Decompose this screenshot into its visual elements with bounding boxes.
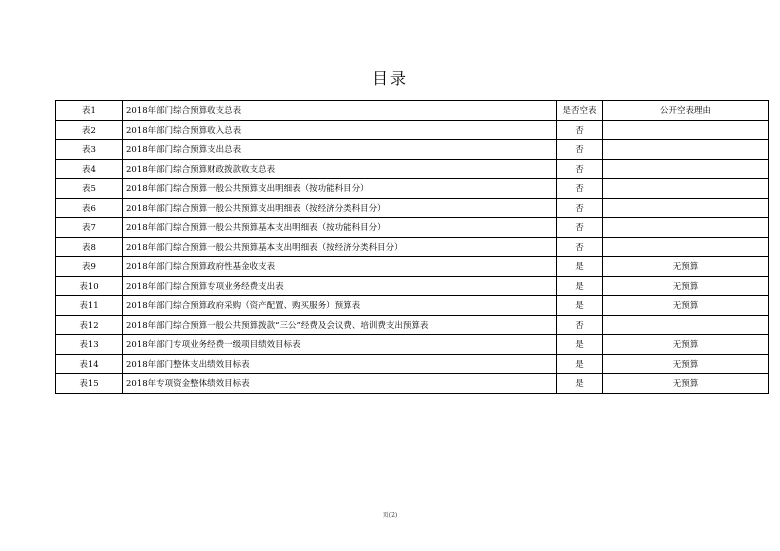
row-reason-cell: 无预算 <box>603 374 769 394</box>
row-reason-cell <box>603 315 769 335</box>
header-cell-number: 表1 <box>56 101 123 121</box>
row-name-cell: 2018年部门综合预算政府性基金收支表 <box>123 257 557 277</box>
row-reason-cell: 无预算 <box>603 296 769 316</box>
row-reason-cell: 无预算 <box>603 335 769 355</box>
row-reason-cell <box>603 140 769 160</box>
row-reason-cell <box>603 218 769 238</box>
row-number-cell: 表12 <box>56 315 123 335</box>
header-cell-reason: 公开空表理由 <box>603 101 769 121</box>
row-name-cell: 2018年部门整体支出绩效目标表 <box>123 354 557 374</box>
row-number-cell: 表4 <box>56 159 123 179</box>
row-number-cell: 表8 <box>56 237 123 257</box>
header-cell-is-empty: 是否空表 <box>557 101 603 121</box>
row-number-cell: 表14 <box>56 354 123 374</box>
row-reason-cell <box>603 198 769 218</box>
row-name-cell: 2018年部门综合预算收入总表 <box>123 120 557 140</box>
row-number-cell: 表7 <box>56 218 123 238</box>
table-row <box>56 140 769 160</box>
table-row <box>56 257 769 277</box>
row-reason-cell <box>603 179 769 199</box>
row-is-empty-cell: 是 <box>557 374 603 394</box>
row-is-empty-cell: 否 <box>557 315 603 335</box>
row-reason-cell: 无预算 <box>603 276 769 296</box>
row-number-cell: 表13 <box>56 335 123 355</box>
row-is-empty-cell: 否 <box>557 159 603 179</box>
row-name-cell: 2018年部门综合预算一般公共预算支出明细表（按功能科目分） <box>123 179 557 199</box>
row-name-cell: 2018年部门综合预算一般公共预算拨款“三公”经费及会议费、培训费支出预算表 <box>123 315 557 335</box>
row-reason-cell: 无预算 <box>603 354 769 374</box>
row-is-empty-cell: 否 <box>557 198 603 218</box>
contents-table <box>55 100 769 394</box>
row-name-cell: 2018年部门综合预算一般公共预算基本支出明细表（按经济分类科目分） <box>123 237 557 257</box>
table-row <box>56 237 769 257</box>
table-row <box>56 335 769 355</box>
row-number-cell: 表3 <box>56 140 123 160</box>
row-number-cell: 表5 <box>56 179 123 199</box>
row-is-empty-cell: 是 <box>557 276 603 296</box>
row-reason-cell <box>603 159 769 179</box>
row-reason-cell <box>603 120 769 140</box>
row-number-cell: 表15 <box>56 374 123 394</box>
row-name-cell: 2018年部门综合预算政府采购（资产配置、购买服务）预算表 <box>123 296 557 316</box>
table-row <box>56 159 769 179</box>
table-row <box>56 276 769 296</box>
table-row <box>56 374 769 394</box>
table-row <box>56 120 769 140</box>
row-name-cell: 2018年部门综合预算支出总表 <box>123 140 557 160</box>
table-row <box>56 179 769 199</box>
row-name-cell: 2018年专项资金整体绩效目标表 <box>123 374 557 394</box>
table-header-row <box>56 101 769 121</box>
row-name-cell: 2018年部门综合预算一般公共预算支出明细表（按经济分类科目分） <box>123 198 557 218</box>
row-is-empty-cell: 否 <box>557 237 603 257</box>
row-is-empty-cell: 否 <box>557 140 603 160</box>
row-is-empty-cell: 否 <box>557 179 603 199</box>
row-number-cell: 表6 <box>56 198 123 218</box>
row-is-empty-cell: 是 <box>557 296 603 316</box>
row-reason-cell <box>603 237 769 257</box>
row-number-cell: 表10 <box>56 276 123 296</box>
row-is-empty-cell: 是 <box>557 354 603 374</box>
row-is-empty-cell: 否 <box>557 120 603 140</box>
row-number-cell: 表9 <box>56 257 123 277</box>
row-number-cell: 表2 <box>56 120 123 140</box>
table-row <box>56 296 769 316</box>
table-row <box>56 218 769 238</box>
row-number-cell: 表11 <box>56 296 123 316</box>
row-name-cell: 2018年部门综合预算专项业务经费支出表 <box>123 276 557 296</box>
table-row <box>56 315 769 335</box>
row-reason-cell: 无预算 <box>603 257 769 277</box>
page-title: 目录 <box>371 69 408 88</box>
row-name-cell: 2018年部门专项业务经费一级项目绩效目标表 <box>123 335 557 355</box>
row-is-empty-cell: 否 <box>557 218 603 238</box>
row-name-cell: 2018年部门综合预算一般公共预算基本支出明细表（按功能科目分） <box>123 218 557 238</box>
row-name-cell: 2018年部门综合预算财政拨款收支总表 <box>123 159 557 179</box>
row-is-empty-cell: 是 <box>557 335 603 355</box>
table-row <box>56 198 769 218</box>
page-footer: 页(2) <box>382 512 398 519</box>
table-row <box>56 354 769 374</box>
row-is-empty-cell: 是 <box>557 257 603 277</box>
header-cell-name: 2018年部门综合预算收支总表 <box>123 101 557 121</box>
